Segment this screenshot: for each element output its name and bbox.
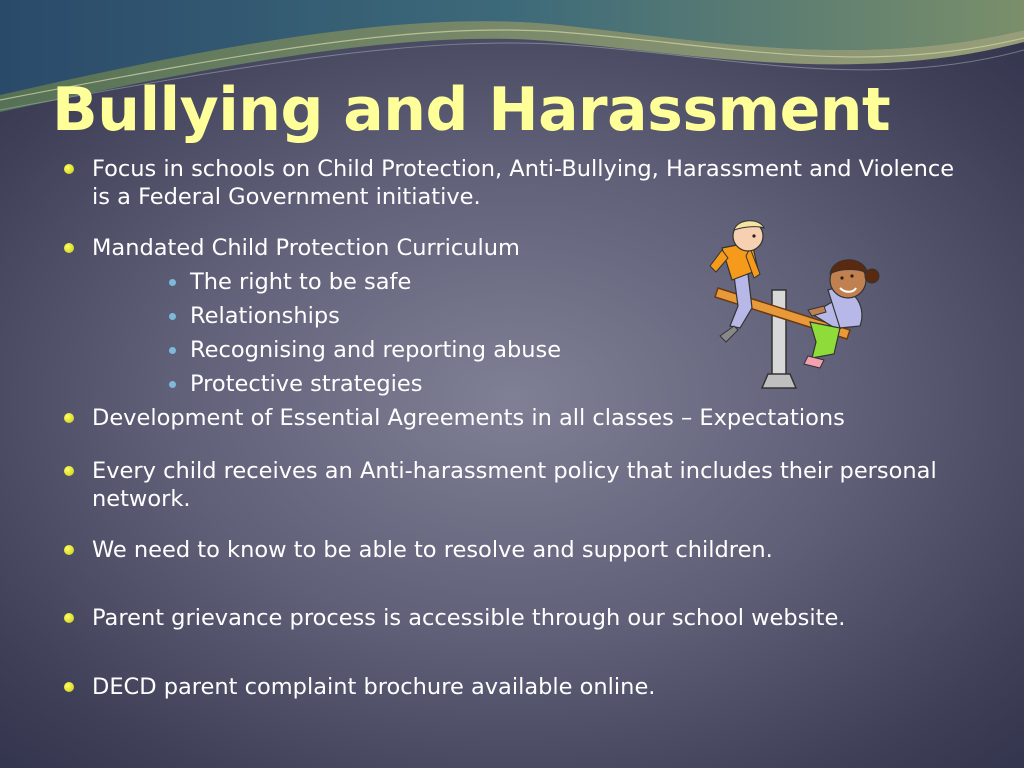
bullet-complaint-brochure: DECD parent complaint brochure available online. bbox=[92, 673, 972, 701]
bullet-mandated-curriculum: Mandated Child Protection Curriculum bbox=[92, 234, 972, 262]
bullet-anti-harassment-policy: Every child receives an Anti-harassment policy that includes their personal network. bbox=[92, 457, 972, 513]
sub-bullet-recognising-abuse: Recognising and reporting abuse bbox=[190, 337, 562, 363]
children-seesaw-icon bbox=[700, 218, 912, 394]
sub-bullet-protective-strategies: Protective strategies bbox=[190, 371, 423, 397]
bullet-grievance-process: Parent grievance process is accessible through our school website. bbox=[92, 604, 972, 632]
sub-bullet-relationships: Relationships bbox=[190, 303, 340, 329]
bullet-essential-agreements: Development of Essential Agreements in all classes – Expectations bbox=[92, 404, 972, 432]
slide-title: Bullying and Harassment bbox=[52, 75, 891, 145]
bullet-federal-initiative: Focus in schools on Child Protection, Anti-Bullying, Harassment and Violence is a Federal Government initiative. bbox=[92, 155, 972, 211]
sub-bullet-right-to-be-safe: The right to be safe bbox=[190, 269, 412, 295]
bullet-resolve-support: We need to know to be able to resolve and support children. bbox=[92, 536, 972, 564]
